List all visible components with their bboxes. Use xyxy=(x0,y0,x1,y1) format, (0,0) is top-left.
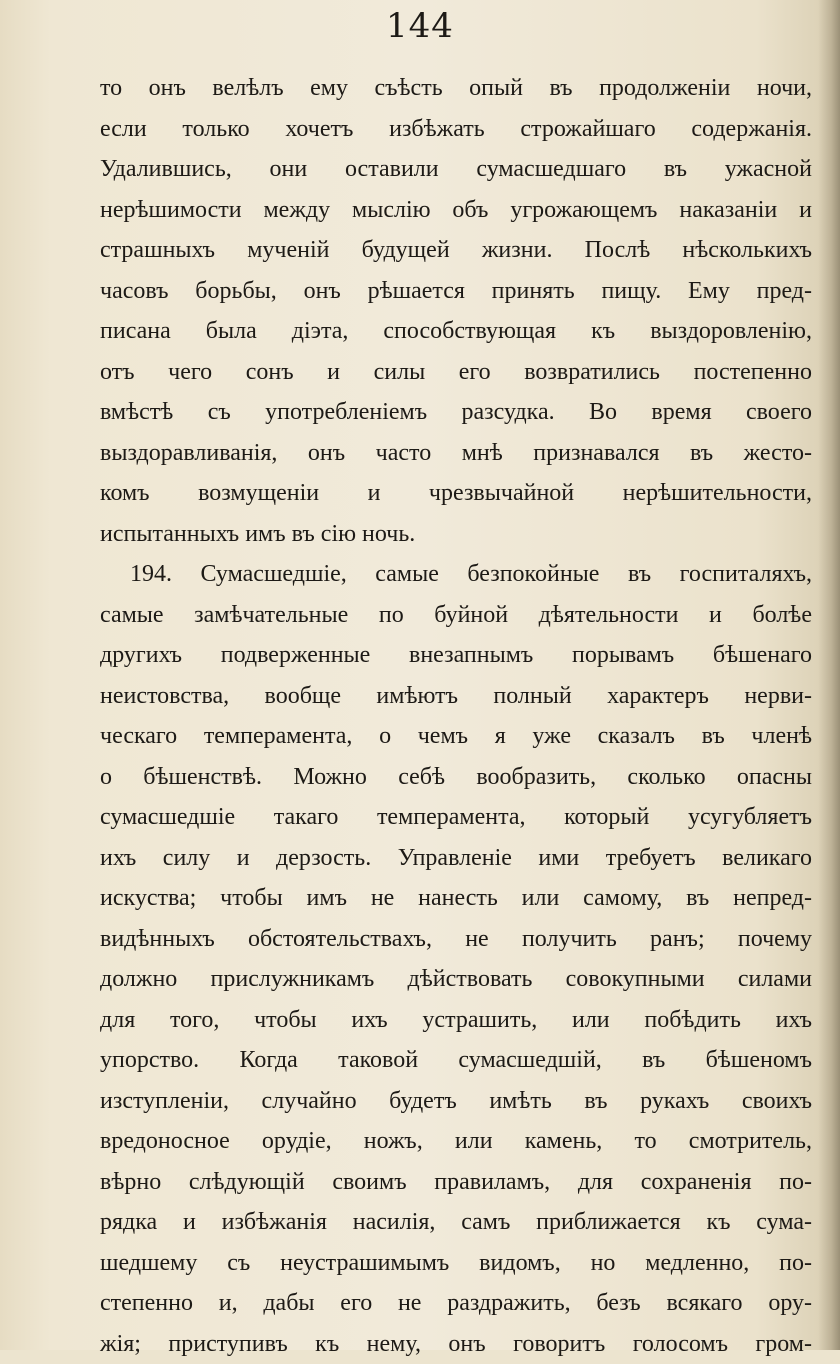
text-line: страшныхъ мученій будущей жизни. Послѣ нѣсколькихъ xyxy=(100,230,812,271)
text-line: для того, чтобы ихъ устрашить, или побѣдить ихъ xyxy=(100,1000,812,1041)
text-line: ихъ силу и дерзость. Управленіе ими требуетъ великаго xyxy=(100,838,812,879)
text-line: часовъ борьбы, онъ рѣшается принять пищу. Ему пред- xyxy=(100,271,812,312)
text-line: ческаго темперамента, о чемъ я уже сказалъ въ членѣ xyxy=(100,716,812,757)
text-line: комъ возмущеніи и чрезвычайной нерѣшительности, xyxy=(100,473,812,514)
text-line: видѣнныхъ обстоятельствахъ, не получить ранъ; почему xyxy=(100,919,812,960)
text-line: выздоравливанія, онъ часто мнѣ признавался въ жесто- xyxy=(100,433,812,474)
text-line: о бѣшенствѣ. Можно себѣ вообразить, сколько опасны xyxy=(100,757,812,798)
paragraph-first-line: 194. Сумасшедшіе, самые безпокойные въ госпиталяхъ, xyxy=(100,554,812,595)
text-line: вмѣстѣ съ употребленіемъ разсудка. Во время своего xyxy=(100,392,812,433)
text-line: вѣрно слѣдующій своимъ правиламъ, для сохраненія по- xyxy=(100,1162,812,1203)
text-line: испытанныхъ имъ въ сію ночь. xyxy=(100,514,812,555)
text-line: другихъ подверженные внезапнымъ порывамъ бѣшенаго xyxy=(100,635,812,676)
text-line: неистовства, вообще имѣютъ полный характеръ нерви- xyxy=(100,676,812,717)
text-line: нерѣшимости между мыслію объ угрожающемъ наказаніи и xyxy=(100,190,812,231)
text-line: шедшему съ неустрашимымъ видомъ, но медленно, по- xyxy=(100,1243,812,1284)
page-number: 144 xyxy=(0,6,840,46)
text-line: самые замѣчательные по буйной дѣятельности и болѣе xyxy=(100,595,812,636)
body-text xyxy=(100,68,812,1364)
page-edge-shadow xyxy=(818,0,840,1350)
text-line: то онъ велѣлъ ему съѣсть опый въ продолженіи ночи, xyxy=(100,68,812,109)
text-line: изступленіи, случайно будетъ имѣть въ рукахъ своихъ xyxy=(100,1081,812,1122)
text-line: вредоносное орудіе, ножъ, или камень, то смотритель, xyxy=(100,1121,812,1162)
text-line: если только хочетъ избѣжать строжайшаго содержанія. xyxy=(100,109,812,150)
text-line: рядка и избѣжанія насилія, самъ приближается къ сума- xyxy=(100,1202,812,1243)
text-line: писана была діэта, способствующая къ выздоровленію, xyxy=(100,311,812,352)
text-line: искуства; чтобы имъ не нанесть или самому, въ непред- xyxy=(100,878,812,919)
text-line: Удалившись, они оставили сумасшедшаго въ ужасной xyxy=(100,149,812,190)
text-line: степенно и, дабы его не раздражить, безъ всякаго ору- xyxy=(100,1283,812,1324)
text-line: отъ чего сонъ и силы его возвратились постепенно xyxy=(100,352,812,393)
text-line: жія; приступивъ къ нему, онъ говоритъ голосомъ гром- xyxy=(100,1324,812,1364)
text-line: упорство. Когда таковой сумасшедшій, въ бѣшеномъ xyxy=(100,1040,812,1081)
text-line: должно прислужникамъ дѣйствовать совокупными силами xyxy=(100,959,812,1000)
text-line: сумасшедшіе такаго темперамента, который усугубляетъ xyxy=(100,797,812,838)
